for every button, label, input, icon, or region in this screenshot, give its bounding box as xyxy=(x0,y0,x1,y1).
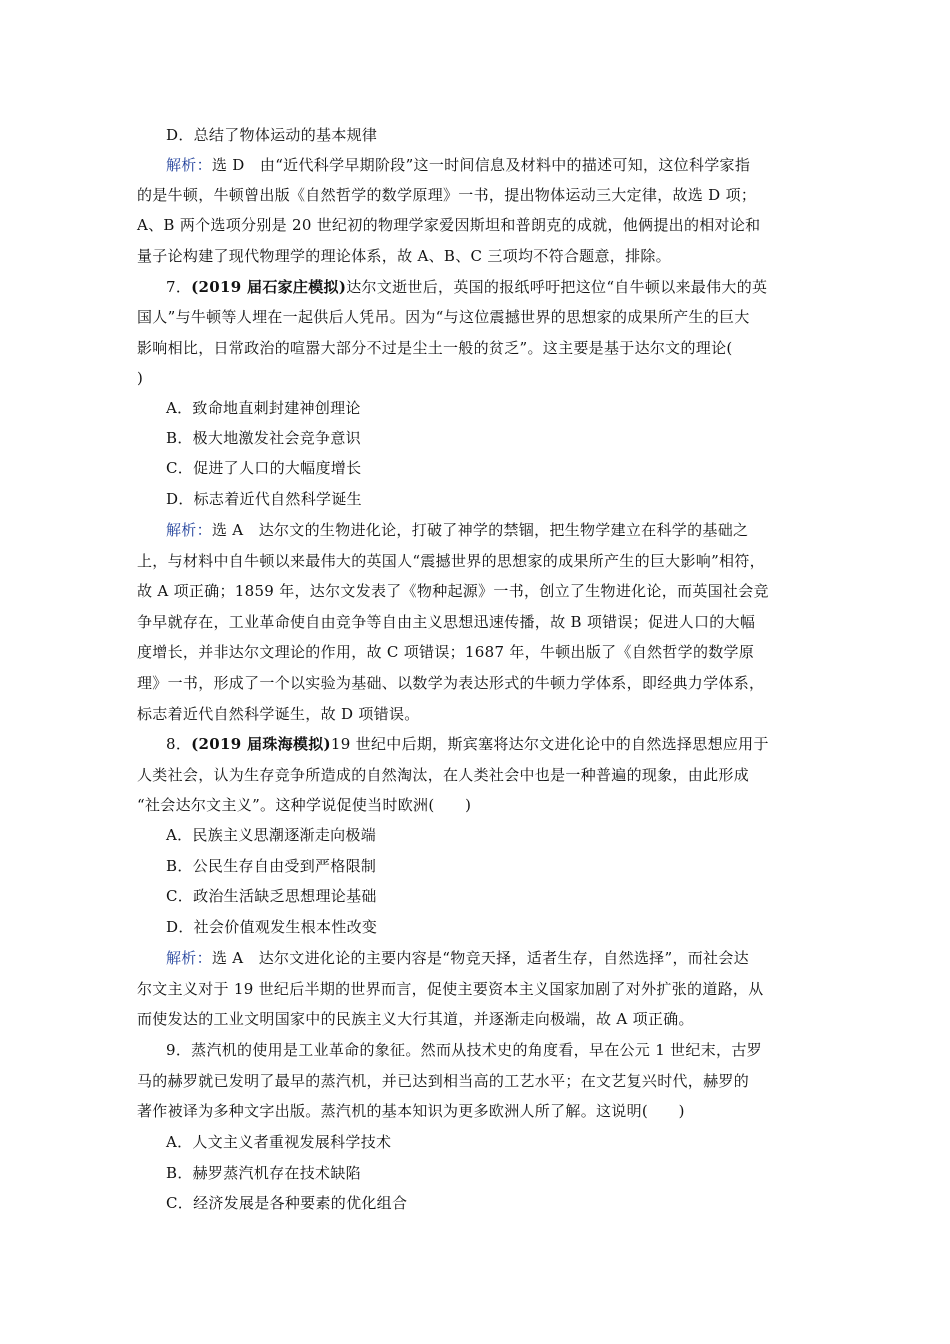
q6-analysis-line: 的是牛顿，牛顿曾出版《自然哲学的数学原理》一书，提出物体运动三大定律，故选 D 项； xyxy=(137,186,757,204)
q7-analysis-line: 标志着近代自然科学诞生，故 D 项错误。 xyxy=(137,705,420,723)
question-source: (2019 届石家庄模拟) xyxy=(191,278,347,296)
q7-stem-line: 国人”与牛顿等人埋在一起供后人凭吊。因为“与这位震撼世界的思想家的成果所产生的巨大 xyxy=(137,308,750,326)
q7-analysis-line: 争早就存在，工业革命使自由竞争等自由主义思想迅速传播，故 B 项错误；促进人口的大幅 xyxy=(137,613,756,631)
q9-stem-line: 9．蒸汽机的使用是工业革命的象征。然而从技术史的角度看，早在公元 1 世纪末，古罗 xyxy=(166,1041,762,1059)
q7-option-c: C．促进了人口的大幅度增长 xyxy=(166,459,362,477)
q7-analysis-line: 解析：选 A 达尔文的生物进化论，打破了神学的禁锢，把生物学建立在科学的基础之 xyxy=(166,521,749,539)
q8-stem-line: “社会达尔文主义”。这种学说促使当时欧洲( ) xyxy=(137,796,472,814)
analysis-label: 解析： xyxy=(166,949,212,967)
q8-stem-line: 人类社会，认为生存竞争所造成的自然淘汰，在人类社会中也是一种普遍的现象，由此形成 xyxy=(137,766,750,784)
q7-option-d: D．标志着近代自然科学诞生 xyxy=(166,490,362,508)
q8-analysis-line: 而使发达的工业文明国家中的民族主义大行其道，并逐渐走向极端，故 A 项正确。 xyxy=(137,1010,694,1028)
q6-analysis-line: 解析：选 D 由“近代科学早期阶段”这一时间信息及材料中的描述可知，这位科学家指 xyxy=(166,156,751,174)
q9-stem-line: 著作被译为多种文字出版。蒸汽机的基本知识为更多欧洲人所了解。这说明( ) xyxy=(137,1102,685,1120)
q6-analysis-line: 量子论构建了现代物理学的理论体系，故 A、B、C 三项均不符合题意，排除。 xyxy=(137,247,671,265)
q6-option-d: D．总结了物体运动的基本规律 xyxy=(166,126,378,144)
q8-analysis-line: 尔文主义对于 19 世纪后半期的世界而言，促使主要资本主义国家加剧了对外扩张的道路，从 xyxy=(137,980,764,998)
q7-analysis-line: 上，与材料中自牛顿以来最伟大的英国人“震撼世界的思想家的成果所产生的巨大影响”相符， xyxy=(137,552,765,570)
q7-stem-line: ) xyxy=(137,369,144,387)
q9-stem-line: 马的赫罗就已发明了最早的蒸汽机，并已达到相当高的工艺水平；在文艺复兴时代，赫罗的 xyxy=(137,1072,750,1090)
analysis-label: 解析： xyxy=(166,521,212,539)
question-number: 7． xyxy=(166,278,192,296)
q8-option-c: C．政治生活缺乏思想理论基础 xyxy=(166,887,377,905)
question-number: 8． xyxy=(166,735,192,753)
q7-analysis-line: 度增长，并非达尔文理论的作用，故 C 项错误；1687 年，牛顿出版了《自然哲学的数学原 xyxy=(137,643,755,661)
q8-option-a: A．民族主义思潮逐渐走向极端 xyxy=(166,826,377,844)
q8-stem-line: 8．(2019 届珠海模拟)19 世纪中后期，斯宾塞将达尔文进化论中的自然选择思想应用于 xyxy=(166,735,769,753)
q6-analysis-line: A、B 两个选项分别是 20 世纪初的物理学家爱因斯坦和普朗克的成就，他俩提出的相对论和 xyxy=(137,216,761,234)
q7-option-b: B．极大地激发社会竞争意识 xyxy=(166,429,361,447)
question-source: (2019 届珠海模拟) xyxy=(191,735,331,753)
q8-analysis-line: 解析：选 A 达尔文进化论的主要内容是“物竞天择，适者生存，自然选择”，而社会达 xyxy=(166,949,749,967)
q8-option-b: B．公民生存自由受到严格限制 xyxy=(166,857,377,875)
q7-option-a: A．致命地直刺封建神创理论 xyxy=(166,399,361,417)
analysis-label: 解析： xyxy=(166,156,212,174)
q8-option-d: D．社会价值观发生根本性改变 xyxy=(166,918,378,936)
q7-stem-line: 影响相比，日常政治的喧嚣大部分不过是尘土一般的贫乏”。这主要是基于达尔文的理论( xyxy=(137,339,733,357)
q7-stem-line: 7．(2019 届石家庄模拟)达尔文逝世后，英国的报纸呼吁把这位“自牛顿以来最伟大的英 xyxy=(166,278,768,296)
q9-option-a: A．人文主义者重视发展科学技术 xyxy=(166,1133,392,1151)
q7-analysis-line: 理》一书，形成了一个以实验为基础、以数学为表达形式的牛顿力学体系，即经典力学体系， xyxy=(137,674,765,692)
q7-analysis-line: 故 A 项正确；1859 年，达尔文发表了《物种起源》一书，创立了生物进化论，而英国社会竞 xyxy=(137,582,769,600)
q9-option-b: B．赫罗蒸汽机存在技术缺陷 xyxy=(166,1164,361,1182)
q9-option-c: C．经济发展是各种要素的优化组合 xyxy=(166,1194,408,1212)
